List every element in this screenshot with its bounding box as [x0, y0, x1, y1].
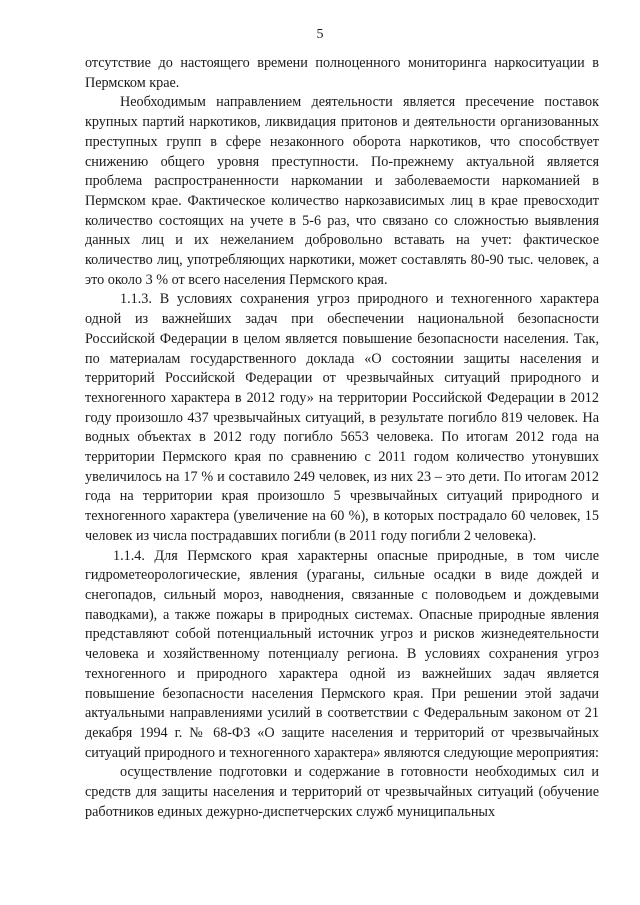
paragraph-section-1-1-4: 1.1.4. Для Пермского края характерны опасные природные, в том числе гидрометеорологические, явления (ураганы, сильные осадки в виде дождей и снегопадов, сильный мороз, наводнения, связанные с половодьем и дождевыми паводками), а также пожары в природных системах. Опасные природные явления представляют собой потенциальный источник угроз и рисков жизнедеятельности человека и хозяйственному потенциалу региона. В условиях сохранения угроз техногенного и природного характера одной из важнейших задач является повышение безопасности населения Пермского края. При решении этой задачи актуальными направлениями усилий в соответствии с Федеральным законом от 21 декабря 1994 г. № 68-ФЗ «О защите населения и территорий от чрезвычайных ситуаций природного и техногенного характера» являются следующие мероприятия:: [85, 547, 599, 761]
paragraph-continuation: отсутствие до настоящего времени полноценного мониторинга наркоситуации в Пермском крае.: [85, 55, 599, 91]
paragraph-measures: осуществление подготовки и содержание в готовности необходимых сил и средств для защиты населения и территорий от чрезвычайных ситуаций (обучение работников единых дежурно-диспетчерских служб муниципальных: [85, 764, 599, 820]
document-body: [85, 54, 599, 822]
paragraph-section-1-1-3: 1.1.3. В условиях сохранения угроз природного и техногенного характера одной из важнейших задач при обеспечении национальной безопасности Российской Федерации в целом является повышение безопасности населения. Так, по материалам государственного доклада «О состоянии защиты населения и территорий Российской Федерации от чрезвычайных ситуаций природного и техногенного характера в 2012 году» на территории Российской Федерации в 2012 году произошло 437 чрезвычайных ситуаций, в результате погибло 819 человек. На водных объектах в 2012 году погибло 5653 человека. По итогам 2012 года на территории Пермского края по сравнению с 2011 годом количество утонувших увеличилось на 17 % и составило 249 человек, из них 23 – это дети. По итогам 2012 года на территории края произошло 5 чрезвычайных ситуаций природного и техногенного характера (увеличение на 60 %), в которых пострадало 60 человек, 15 человек из числа пострадавших погибли (в 2011 году погибли 2 человека).: [85, 291, 599, 544]
page-number: 5: [316, 27, 324, 42]
paragraph-drug-trafficking: Необходимым направлением деятельности является пресечение поставок крупных партий наркотиков, ликвидация притонов и деятельности организованных преступных групп в сфере незаконного оборота наркотиков, что способствует снижению общего уровня преступности. По-прежнему актуальной является проблема распространенности наркомании и заболеваемости наркоманией в Пермском крае. Фактическое количество наркозависимых лиц в крае превосходит количество состоящих на учете в 5-6 раз, что связано со сложностью выявления данных лиц и их нежеланием добровольно вставать на учет: фактическое количество лиц, употребляющих наркотики, может составлять 80-90 тыс. человек, а это около 3 % от всего населения Пермского края.: [85, 94, 599, 288]
